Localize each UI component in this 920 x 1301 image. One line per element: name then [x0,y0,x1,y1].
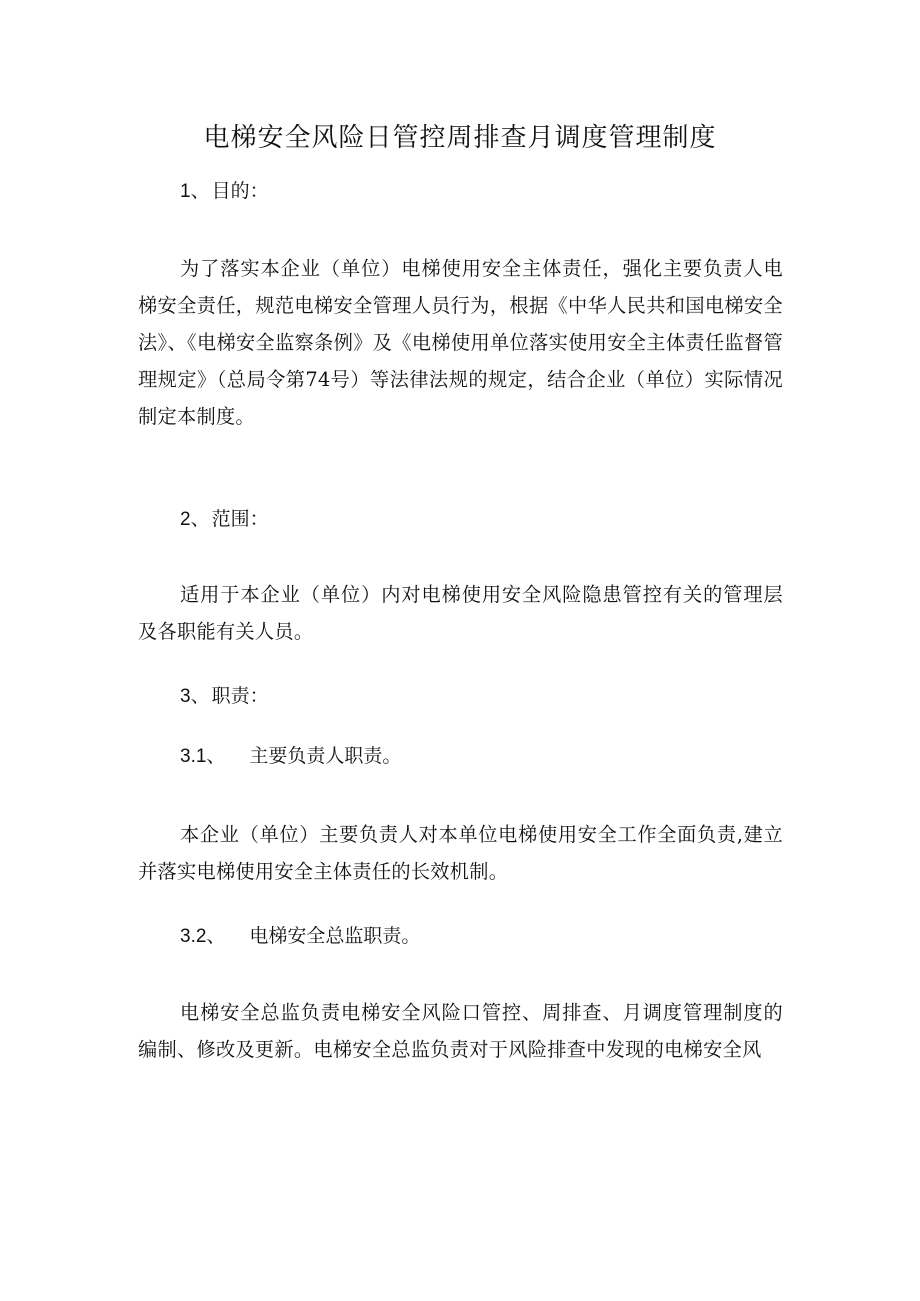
section-heading-scope [180,504,269,535]
paragraph-safety-director: 电梯安全总监负责电梯安全风险口管控、周排查、月调度管理制度的编制、修改及更新。电梯安全总监负责对于风险排查中发现的电梯安全风 [138,1001,783,1061]
section-heading-text: 目的： [211,180,269,202]
section-number: 3、 [180,686,210,707]
section-heading-text: 主要负责人职责。 [249,745,402,767]
document-title: 电梯安全风险日管控周排查月调度管理制度 [203,123,717,153]
section-number: 1、 [180,181,210,202]
subsection-heading-safety-director [180,921,420,952]
section-heading-duties [180,681,269,712]
section-number: 3.2、 [180,926,226,947]
paragraph-purpose: 为了落实本企业（单位）电梯使用安全主体责任，强化主要负责人电梯安全责任，规范电梯安全管理人员行为，根据《中华人民共和国电梯安全法》、《电梯安全监察条例》及《电梯使用单位落实使用安全主体责任监督管理规定》（总局令第74号）等法律法规的规定，结合企业（单位）实际情况制定本制度。 [138,257,783,428]
section-number: 3.1、 [180,746,226,767]
section-heading-text: 职责： [211,685,269,707]
section-heading-purpose [180,176,269,207]
paragraph-scope: 适用于本企业（单位）内对电梯使用安全风险隐患管控有关的管理层及各职能有关人员。 [138,583,783,643]
section-number: 2、 [180,509,210,530]
section-heading-text: 范围： [211,508,269,530]
subsection-heading-principal [180,741,401,772]
paragraph-principal: 本企业（单位）主要负责人对本单位电梯使用安全工作全面负责,建立并落实电梯使用安全主体责任的长效机制。 [138,823,783,883]
section-heading-text: 电梯安全总监职责。 [249,925,421,947]
